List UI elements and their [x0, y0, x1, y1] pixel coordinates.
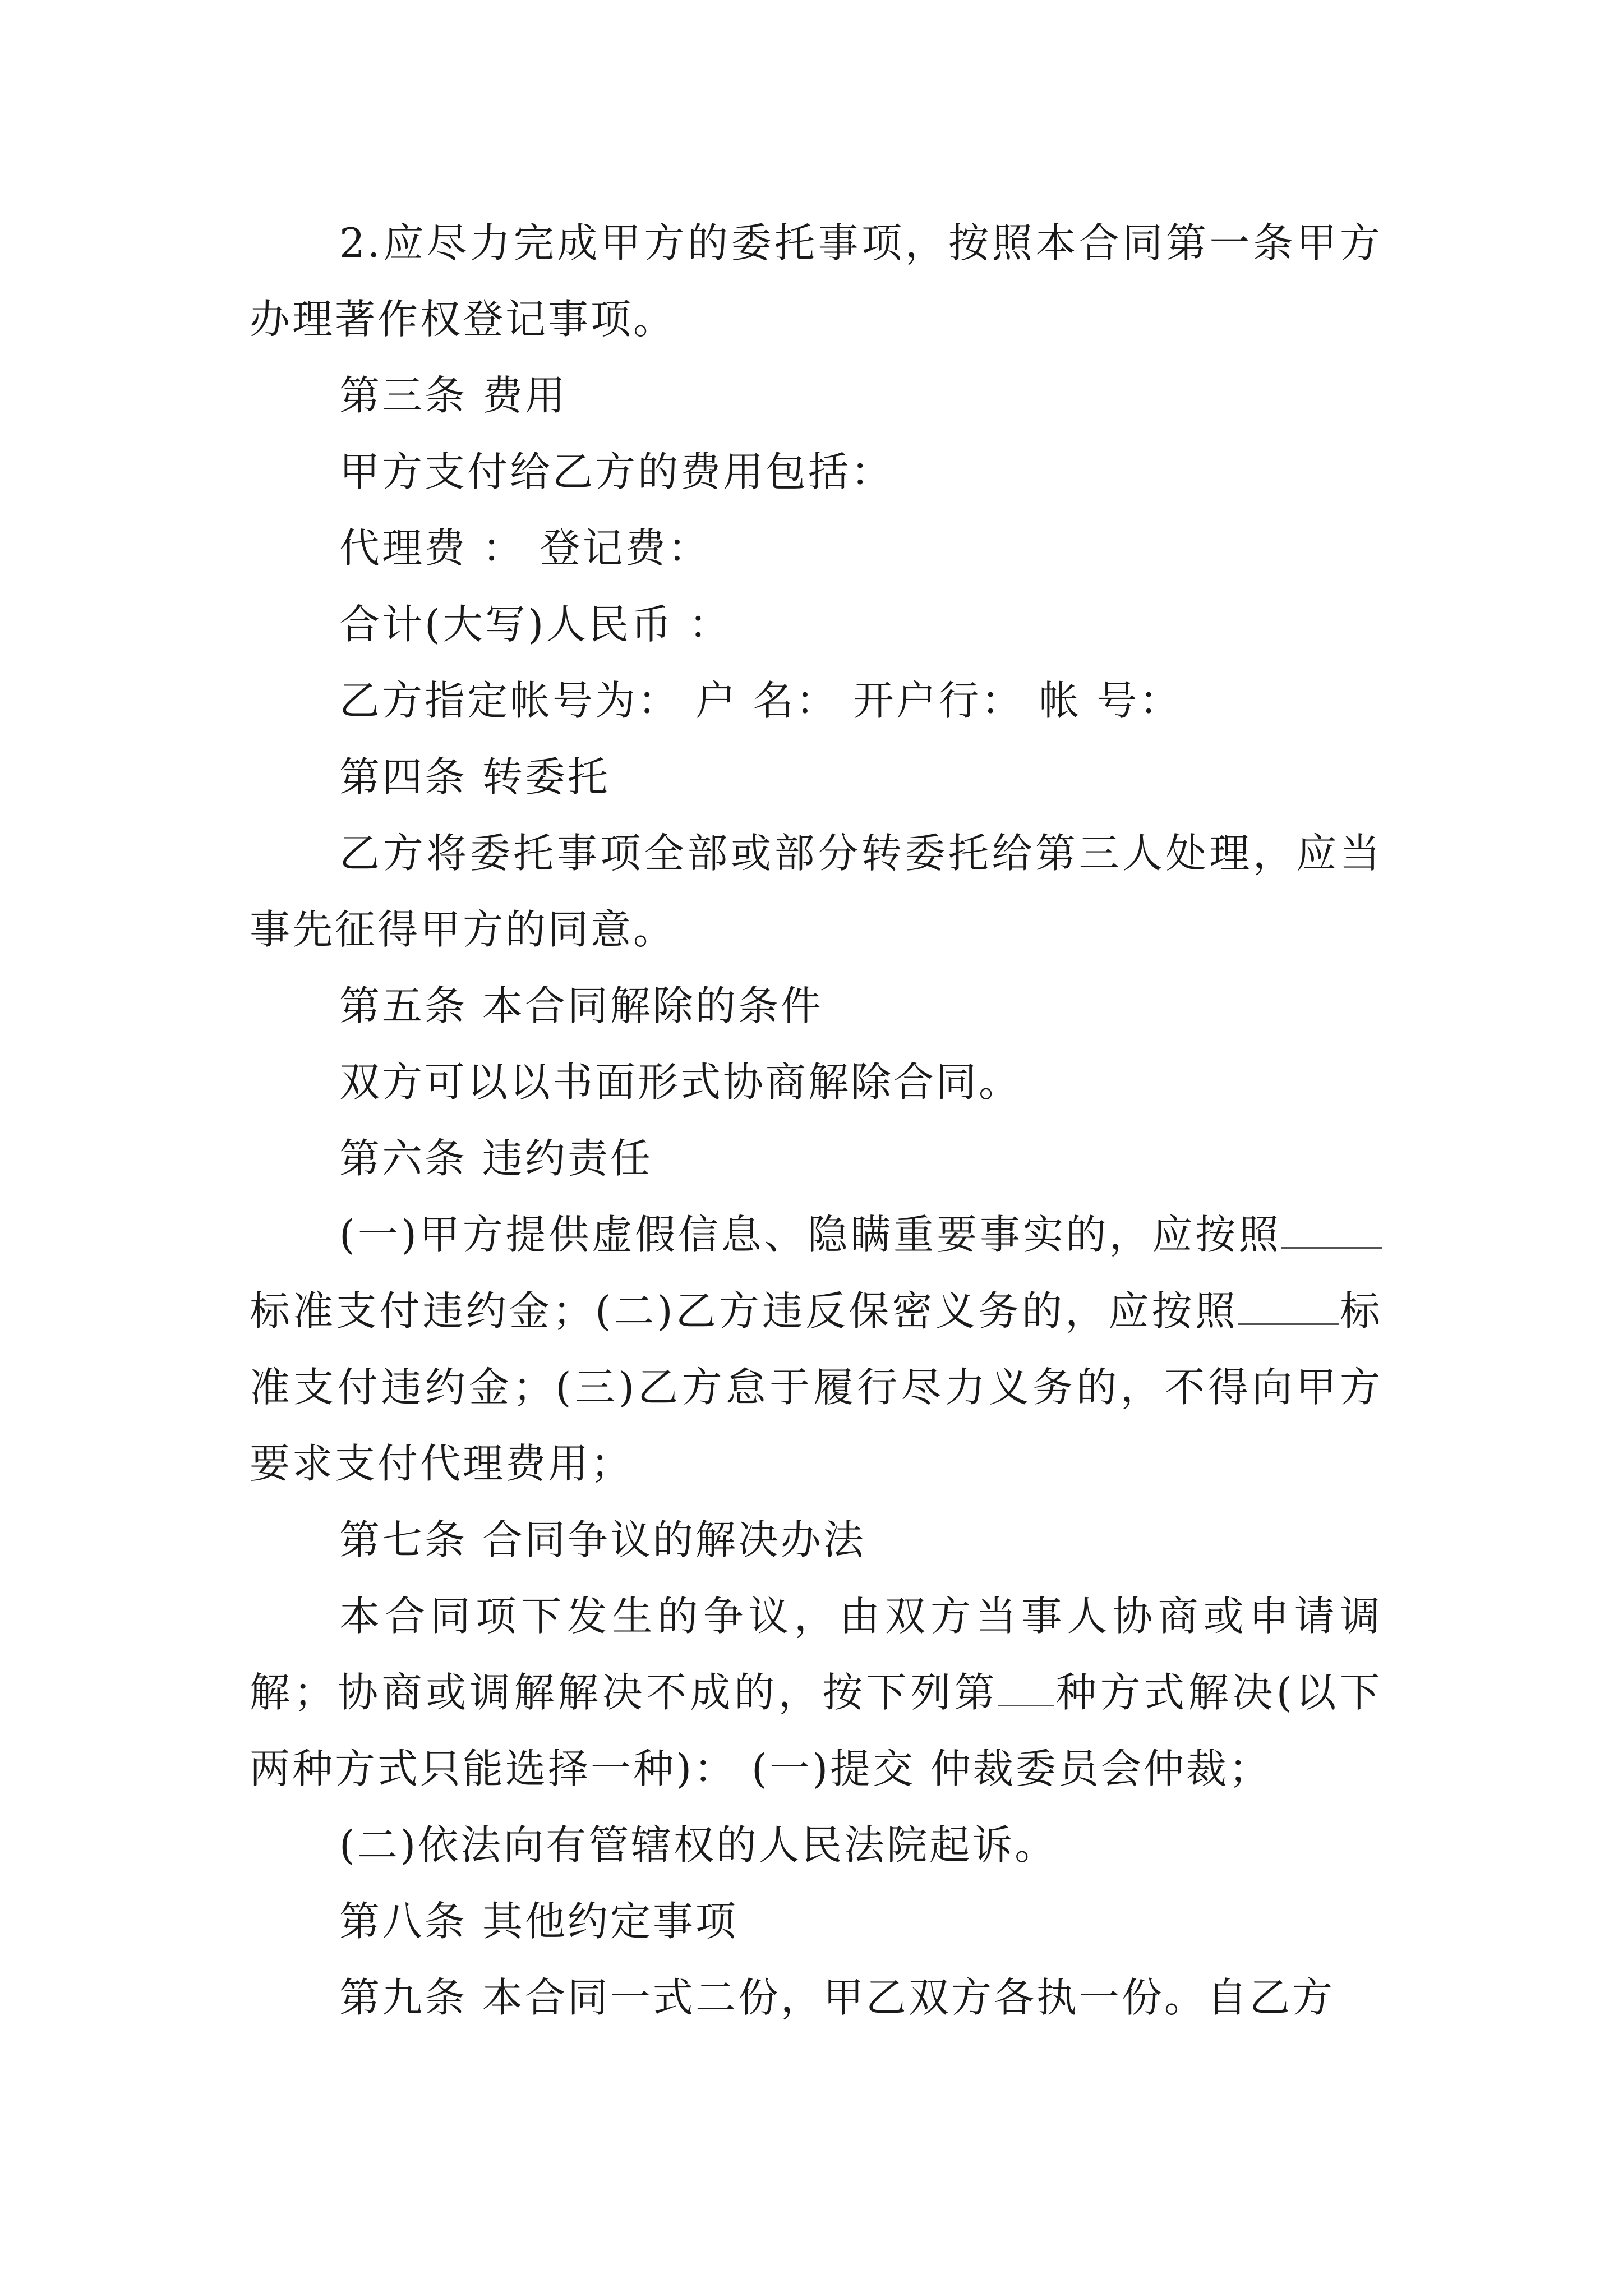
heading-article-7: 第七条 合同争议的解决办法 — [339, 1516, 866, 1563]
paragraph-obligation-2: 2.应尽力完成甲方的委托事项，按照本合同第一条甲方办理著作权登记事项。 — [250, 219, 1382, 343]
dispute-text-1: 本合同项下发生的争议，由双方当事人协商或申请调解；协商或调解解决不成的，按下列第 — [250, 1593, 1382, 1716]
blank-line — [1281, 1213, 1382, 1249]
heading-article-5: 第五条 本合同解除的条件 — [339, 982, 823, 1029]
breach-clause-3: 标准支付违约金；(三)乙方怠于履行尽力义务的，不得向甲方要求支付代理费用； — [250, 1287, 1382, 1487]
paragraph-litigation: (二)依法向有管辖权的人民法院起诉。 — [339, 1821, 1058, 1869]
heading-article-3: 第三条 费用 — [339, 372, 568, 419]
blank-line — [998, 1671, 1054, 1706]
document-body — [250, 205, 1382, 2036]
paragraph-dispute — [250, 1578, 1382, 1807]
paragraph-breach — [250, 1197, 1382, 1502]
paragraph-subdelegation: 乙方将委托事项全部或部分转委托给第三人处理，应当事先征得甲方的同意。 — [250, 830, 1382, 953]
blank-line — [1238, 1290, 1339, 1325]
heading-article-8: 第八条 其他约定事项 — [339, 1898, 738, 1945]
paragraph-article-9: 第九条 本合同一式二份，甲乙双方各执一份。自乙方 — [339, 1974, 1335, 2021]
heading-article-6: 第六条 违约责任 — [339, 1135, 653, 1182]
paragraph-account: 乙方指定帐号为： 户 名： 开户行： 帐 号： — [339, 677, 1182, 724]
paragraph-fees-intro: 甲方支付给乙方的费用包括： — [339, 448, 894, 495]
heading-article-4: 第四条 转委托 — [339, 753, 610, 800]
paragraph-fee-items: 代理费 ： 登记费： — [339, 524, 711, 572]
dispute-text-2: 种方式解决(以下两种方式只能选择一种)： (一)提交 仲裁委员会仲裁； — [250, 1669, 1382, 1792]
paragraph-termination: 双方可以以书面形式协商解除合同。 — [339, 1059, 1022, 1106]
breach-clause-1: (一)甲方提供虚假信息、隐瞒重要事实的，应按照 — [339, 1211, 1281, 1258]
paragraph-total: 合计(大写)人民币 ： — [339, 601, 732, 648]
breach-clause-2: 标准支付违约金；(二)乙方违反保密义务的，应按照 — [250, 1287, 1238, 1335]
